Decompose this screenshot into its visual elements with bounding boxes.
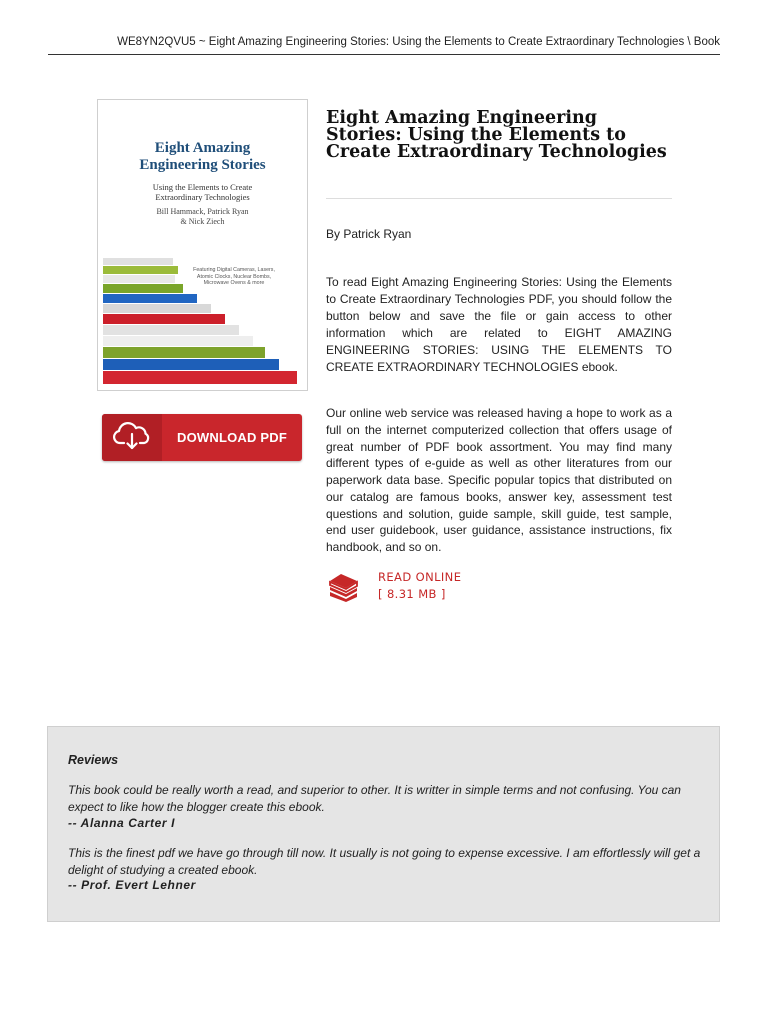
book-cover-image <box>97 99 308 391</box>
review-text: This is the finest pdf we have go through till now. It usually is not going to expense excessive. I am effortlessly will get a delight of studying a created ebook. <box>68 846 701 877</box>
cover-authors: Bill Hammack, Patrick Ryan & Nick Ziech <box>156 207 249 226</box>
reviews-heading: Reviews <box>68 753 119 767</box>
cover-title: Eight Amazing Engineering Stories <box>139 140 266 173</box>
file-size: [ 8.31 MB ] <box>378 587 446 601</box>
cover-features: Featuring Digital Cameras, Lasers, Atomic Clocks, Nuclear Bombs, Microwave Ovens & more <box>193 267 275 287</box>
review-text: This book could be really worth a read, and superior to other. It is writter in simple terms and not confusing. You can expect to like how the blogger create this ebook. <box>68 783 681 814</box>
review-author: -- Prof. Evert Lehner <box>68 878 196 892</box>
description-paragraph-2: Our online web service was released having a hope to work as a full on the internet computerized collection that offers usage of great number of PDF book assortment. You may find many different types of e-guide as well as other literatures from our paperwork data base. Specific popular topics that distributed on our catalog are famous books, answer key, assessment test questions and solution, guide sample, skill guide, test sample, end user guidebook, user guidance, assistance instructions, fix handbook, and so on. <box>326 406 672 554</box>
review-author: -- Alanna Carter I <box>68 816 176 830</box>
books-icon[interactable] <box>326 569 360 603</box>
description-paragraph-1: To read Eight Amazing Engineering Stories: Using the Elements to Create Extraordinary Technologies PDF, you should follow the button below and save the file or gain access to other information which are related to EIGHT AMAZING ENGINEERING STORIES: USING THE ELEMENTS TO CREATE EXTRAORDINARY TECHNOLOGIES ebook. <box>326 275 672 374</box>
download-pdf-label: DOWNLOAD PDF <box>177 430 287 445</box>
download-icon-box <box>102 414 162 461</box>
cloud-download-icon <box>102 414 162 461</box>
book-title: Eight Amazing Engineering Stories: Using the Elements to Create Extraordinary Technologies <box>326 108 667 162</box>
page-header: WE8YN2QVU5 ~ Eight Amazing Engineering Stories: Using the Elements to Create Extraordinary Technologies \ Book <box>48 36 720 55</box>
read-online-link[interactable]: READ ONLINE <box>378 570 462 584</box>
download-pdf-button[interactable] <box>102 414 302 461</box>
cover-subtitle: Using the Elements to Create Extraordinary Technologies <box>152 182 253 202</box>
reviews-panel <box>47 726 720 922</box>
book-author: By Patrick Ryan <box>326 227 412 241</box>
title-divider <box>326 198 672 199</box>
